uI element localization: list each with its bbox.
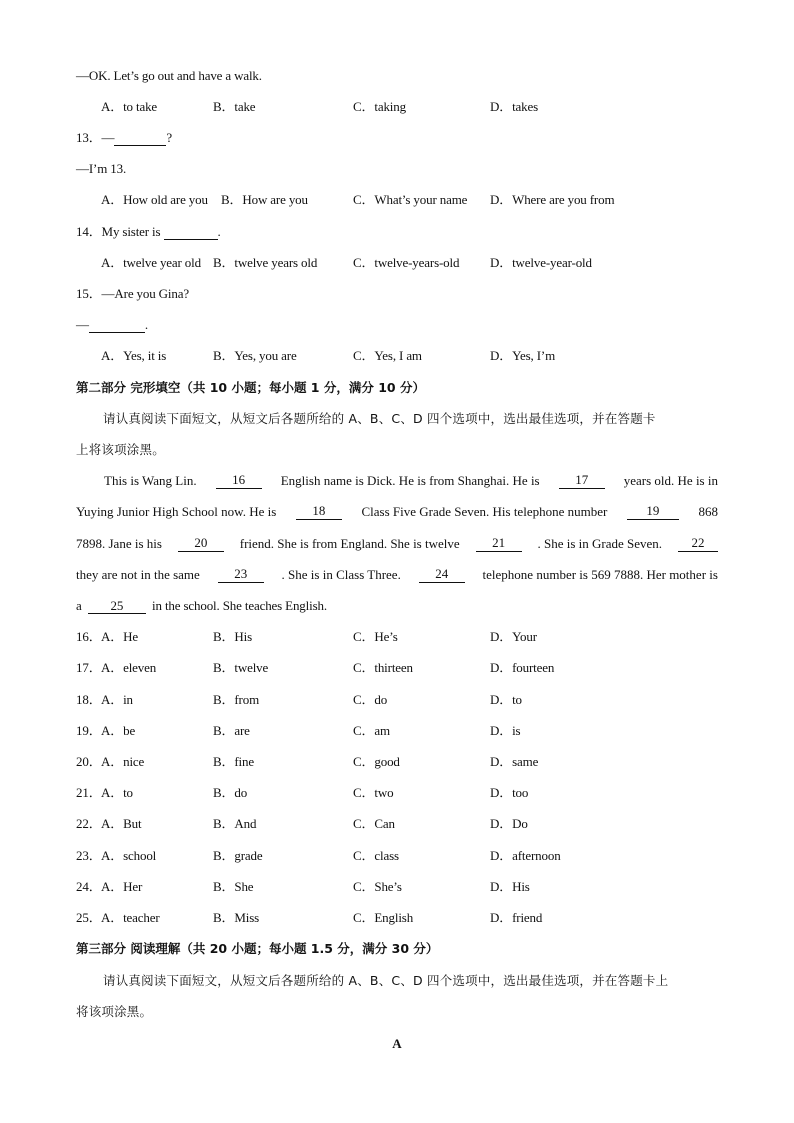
option-d[interactable]: D．too [490,785,529,800]
option-d[interactable]: D．is [490,723,521,738]
blank-17[interactable]: 17 [559,473,605,489]
part3-section-label: A [392,1036,402,1051]
q14-option-c[interactable]: C．twelve-years-old [353,255,460,270]
option-d[interactable]: D．Do [490,816,528,831]
question-number: 25． [76,910,102,925]
q13-stem [76,130,172,146]
option-b[interactable]: B．Miss [213,910,260,925]
blank-16[interactable]: 16 [216,473,262,489]
passage-line-2 [76,504,718,520]
blank-25[interactable]: 25 [88,599,146,614]
q13-reply: —I’m 13. [76,161,127,176]
passage-line-5 [76,598,327,614]
q15-reply-prefix: — [76,317,89,332]
q14-stem [76,224,221,240]
part3-instruction-line1: 请认真阅读下面短文，从短文后各题所给的 A、B、C、D 四个选项中，选出最佳选项，并在答题卡上 [103,973,669,988]
passage-text: friend. She is from England. She is twelve [239,536,460,551]
q13-blank [114,131,166,146]
q13-suffix: ? [166,130,173,145]
passage-text: 868 [698,504,718,519]
option-b[interactable]: B．His [213,629,252,644]
question-number: 19． [76,723,102,738]
option-c[interactable]: C．He’s [353,629,398,644]
blank-24[interactable]: 24 [419,567,465,583]
passage-text: Class Five Grade Seven. His telephone number [361,504,608,519]
passage-text: a [76,598,82,613]
blank-19[interactable]: 19 [627,504,679,520]
question-number: 21． [76,785,102,800]
q12-option-d[interactable]: D．takes [490,99,539,114]
q15-option-d[interactable]: D．Yes, I’m [490,348,556,363]
option-d[interactable]: D．afternoon [490,848,561,863]
passage-text: telephone number is 569 7888. Her mother is [482,567,718,582]
q14-option-a[interactable]: A．twelve year old [101,255,201,270]
option-d[interactable]: D．fourteen [490,660,555,675]
q13-option-d[interactable]: D．Where are you from [490,192,615,207]
q12-option-b[interactable]: B．take [213,99,256,114]
option-c[interactable]: C．two [353,785,394,800]
option-c[interactable]: C．Can [353,816,395,831]
passage-line-1 [104,473,718,489]
option-c[interactable]: C．do [353,692,388,707]
q15-suffix: . [144,317,148,332]
q14-suffix: . [217,224,221,239]
q15-option-b[interactable]: B．Yes, you are [213,348,297,363]
passage-text: English name is Dick. He is from Shanghai. He is [280,473,540,488]
option-a[interactable]: A．school [101,848,157,863]
passage-text: years old. He is in [623,473,718,488]
question-number: 20． [76,754,102,769]
option-a[interactable]: A．in [101,692,133,707]
q15-option-c[interactable]: C．Yes, I am [353,348,422,363]
blank-20[interactable]: 20 [178,536,224,552]
q12-reply: —OK. Let’s go out and have a walk. [76,68,262,83]
passage-text: 7898. Jane is his [76,536,162,551]
passage-line-3 [76,536,718,552]
option-b[interactable]: B．do [213,785,248,800]
option-c[interactable]: C．English [353,910,414,925]
question-number: 24． [76,879,102,894]
blank-21[interactable]: 21 [476,536,522,552]
option-c[interactable]: C．She’s [353,879,402,894]
blank-23[interactable]: 23 [218,567,264,583]
passage-line-4 [76,567,718,583]
option-a[interactable]: A．teacher [101,910,160,925]
option-a[interactable]: A．But [101,816,142,831]
option-b[interactable]: B．twelve [213,660,269,675]
q13-option-a[interactable]: A．How old are you [101,192,208,207]
option-a[interactable]: A．nice [101,754,145,769]
option-b[interactable]: B．She [213,879,254,894]
q14-option-d[interactable]: D．twelve-year-old [490,255,592,270]
passage-text: Yuying Junior High School now. He is [76,504,277,519]
part2-heading: 第二部分 完形填空（共 10 小题；每小题 1 分，满分 10 分） [76,380,425,395]
option-b[interactable]: B．fine [213,754,254,769]
question-number: 18． [76,692,102,707]
q13-number: 13．— [76,130,115,145]
blank-22[interactable]: 22 [678,536,718,552]
option-d[interactable]: D．same [490,754,539,769]
q13-option-b[interactable]: B．How are you [221,192,308,207]
blank-18[interactable]: 18 [296,504,342,520]
part3-instruction-line2: 将该项涂黑。 [76,1004,153,1019]
option-c[interactable]: C．class [353,848,399,863]
option-a[interactable]: A．to [101,785,133,800]
option-a[interactable]: A．be [101,723,136,738]
q15-stem: 15．—Are you Gina? [76,286,189,301]
q12-option-c[interactable]: C．taking [353,99,406,114]
q15-blank [89,318,145,333]
option-d[interactable]: D．His [490,879,530,894]
passage-text: in the school. She teaches English. [152,598,327,613]
part2-instruction-line1: 请认真阅读下面短文，从短文后各题所给的 A、B、C、D 四个选项中，选出最佳选项，并在答题卡 [103,411,656,426]
option-c[interactable]: C．thirteen [353,660,413,675]
question-number: 17． [76,660,102,675]
option-b[interactable]: B．are [213,723,250,738]
q14-stem-text: 14．My sister is [76,224,161,239]
option-b[interactable]: B．from [213,692,260,707]
option-b[interactable]: B．And [213,816,257,831]
passage-text: . She is in Class Three. [281,567,401,582]
part2-instruction-line2: 上将该项涂黑。 [76,442,165,457]
option-d[interactable]: D．friend [490,910,543,925]
q14-blank [164,225,218,240]
q13-option-c[interactable]: C．What’s your name [353,192,468,207]
option-a[interactable]: A．Her [101,879,143,894]
option-c[interactable]: C．good [353,754,400,769]
passage-text: This is Wang Lin. [104,473,197,488]
option-a[interactable]: A．He [101,629,138,644]
option-d[interactable]: D．to [490,692,522,707]
option-c[interactable]: C．am [353,723,390,738]
q15-option-a[interactable]: A．Yes, it is [101,348,167,363]
passage-text: they are not in the same [76,567,200,582]
question-number: 16． [76,629,102,644]
question-number: 23． [76,848,102,863]
q14-option-b[interactable]: B．twelve years old [213,255,318,270]
q15-reply [76,317,148,333]
option-a[interactable]: A．eleven [101,660,157,675]
q12-option-a[interactable]: A．to take [101,99,158,114]
option-d[interactable]: D．Your [490,629,537,644]
passage-text: . She is in Grade Seven. [537,536,663,551]
part3-heading: 第三部分 阅读理解（共 20 小题；每小题 1.5 分，满分 30 分） [76,941,439,956]
option-b[interactable]: B．grade [213,848,263,863]
question-number: 22． [76,816,102,831]
